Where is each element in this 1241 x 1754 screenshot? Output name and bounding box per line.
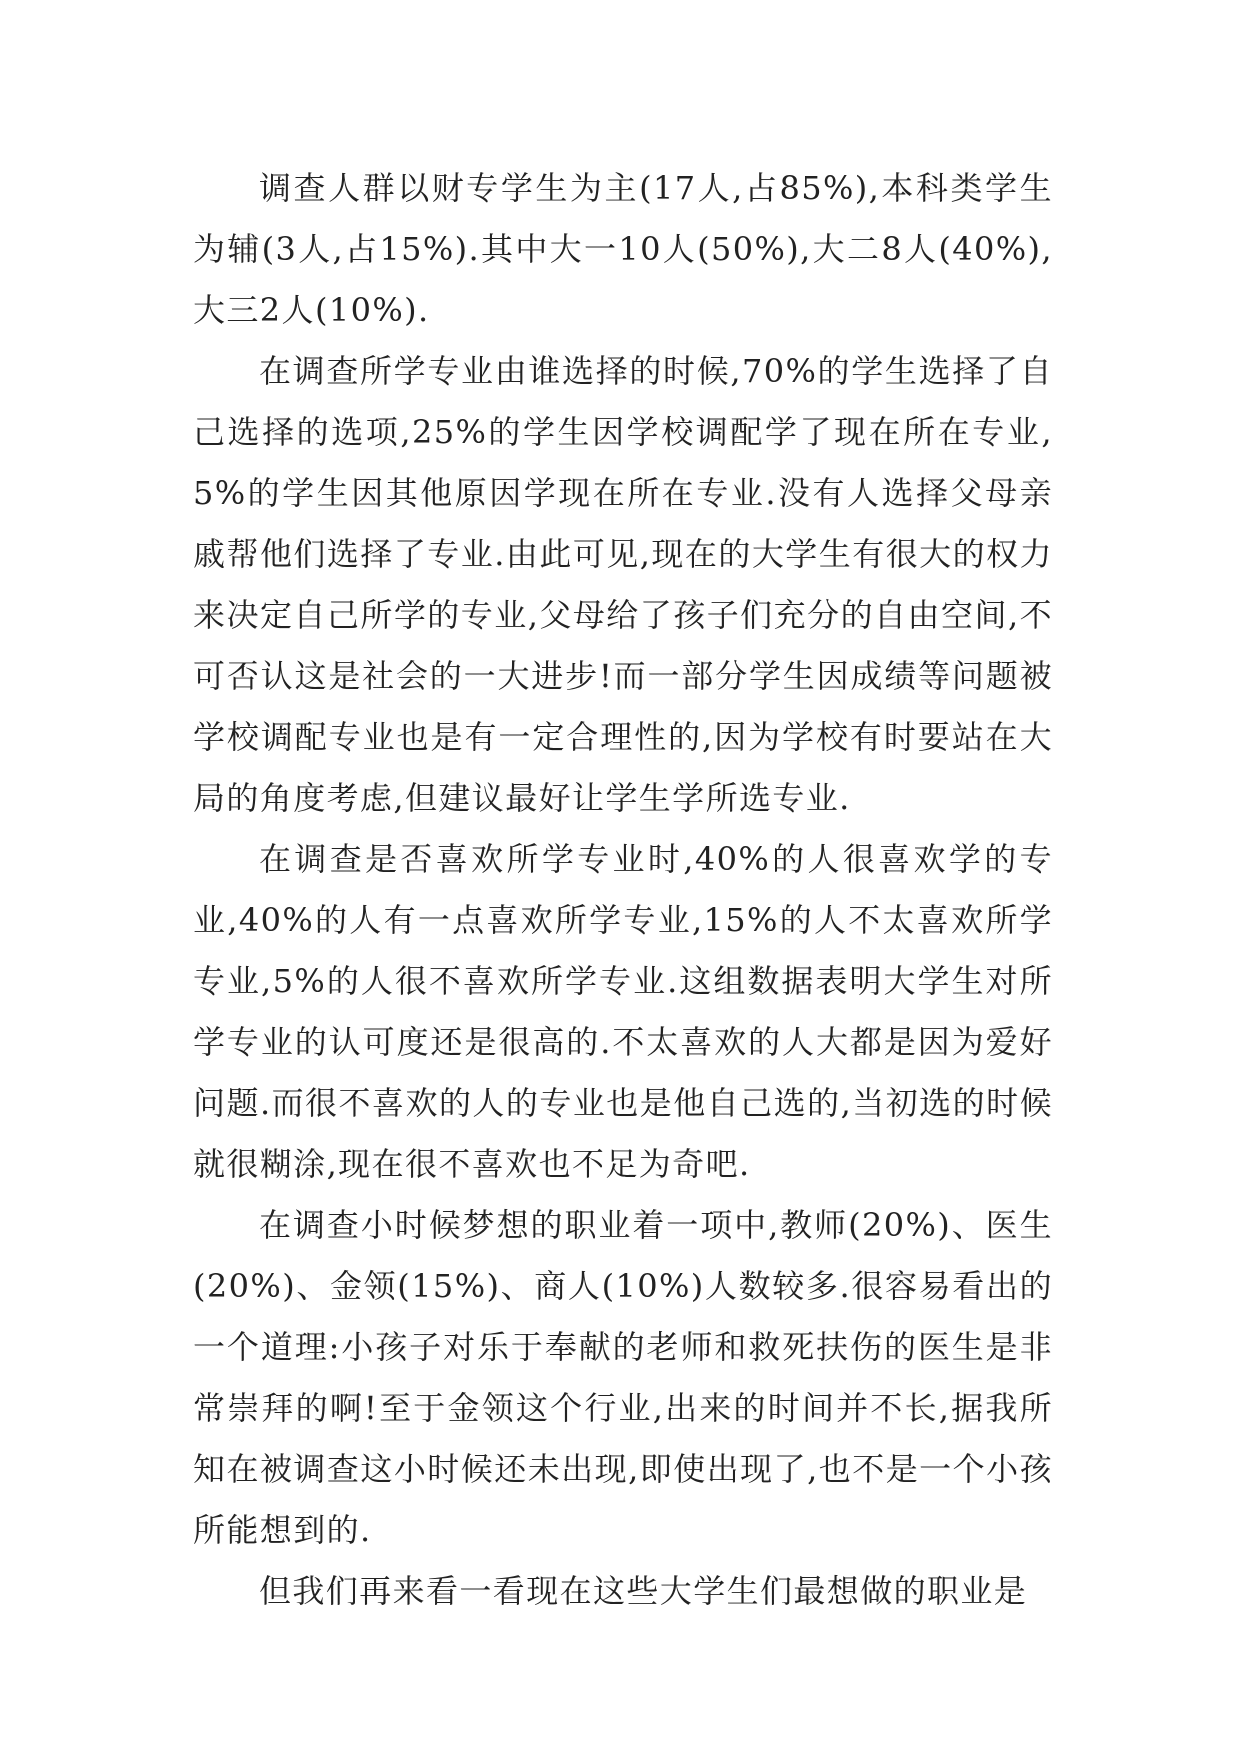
paragraph: 在调查是否喜欢所学专业时,40%的人很喜欢学的专业,40%的人有一点喜欢所学专业,15%的人不太喜欢所学专业,5%的人很不喜欢所学专业.这组数据表明大学生对所学专业的认可度还是很高的.不太喜欢的人大都是因为爱好问题.而很不喜欢的人的专业也是他自己选的,当初选的时候就很糊涂,现在很不喜欢也不足为奇吧. [193, 840, 1053, 1183]
paragraph: 但我们再来看一看现在这些大学生们最想做的职业是 [259, 1572, 1028, 1610]
paragraph: 调查人群以财专学生为主(17人,占85%),本科类学生为辅(3人,占15%).其中大一10人(50%),大二8人(40%),大三2人(10%). [193, 169, 1053, 329]
paragraph: 在调查小时候梦想的职业着一项中,教师(20%)、医生(20%)、金领(15%)、商人(10%)人数较多.很容易看出的一个道理:小孩子对乐于奉献的老师和救死扶伤的医生是非常崇拜的啊!至于金领这个行业,出来的时间并不长,据我所知在被调查这小时候还未出现,即使出现了,也不是一个小孩所能想到的. [193, 1206, 1053, 1549]
document-body [193, 158, 1053, 1622]
paragraph: 在调查所学专业由谁选择的时候,70%的学生选择了自己选择的选项,25%的学生因学校调配学了现在所在专业,5%的学生因其他原因学现在所在专业.没有人选择父母亲戚帮他们选择了专业.由此可见,现在的大学生有很大的权力来决定自己所学的专业,父母给了孩子们充分的自由空间,不可否认这是社会的一大进步!而一部分学生因成绩等问题被学校调配专业也是有一定合理性的,因为学校有时要站在大局的角度考虑,但建议最好让学生学所选专业. [193, 352, 1053, 817]
